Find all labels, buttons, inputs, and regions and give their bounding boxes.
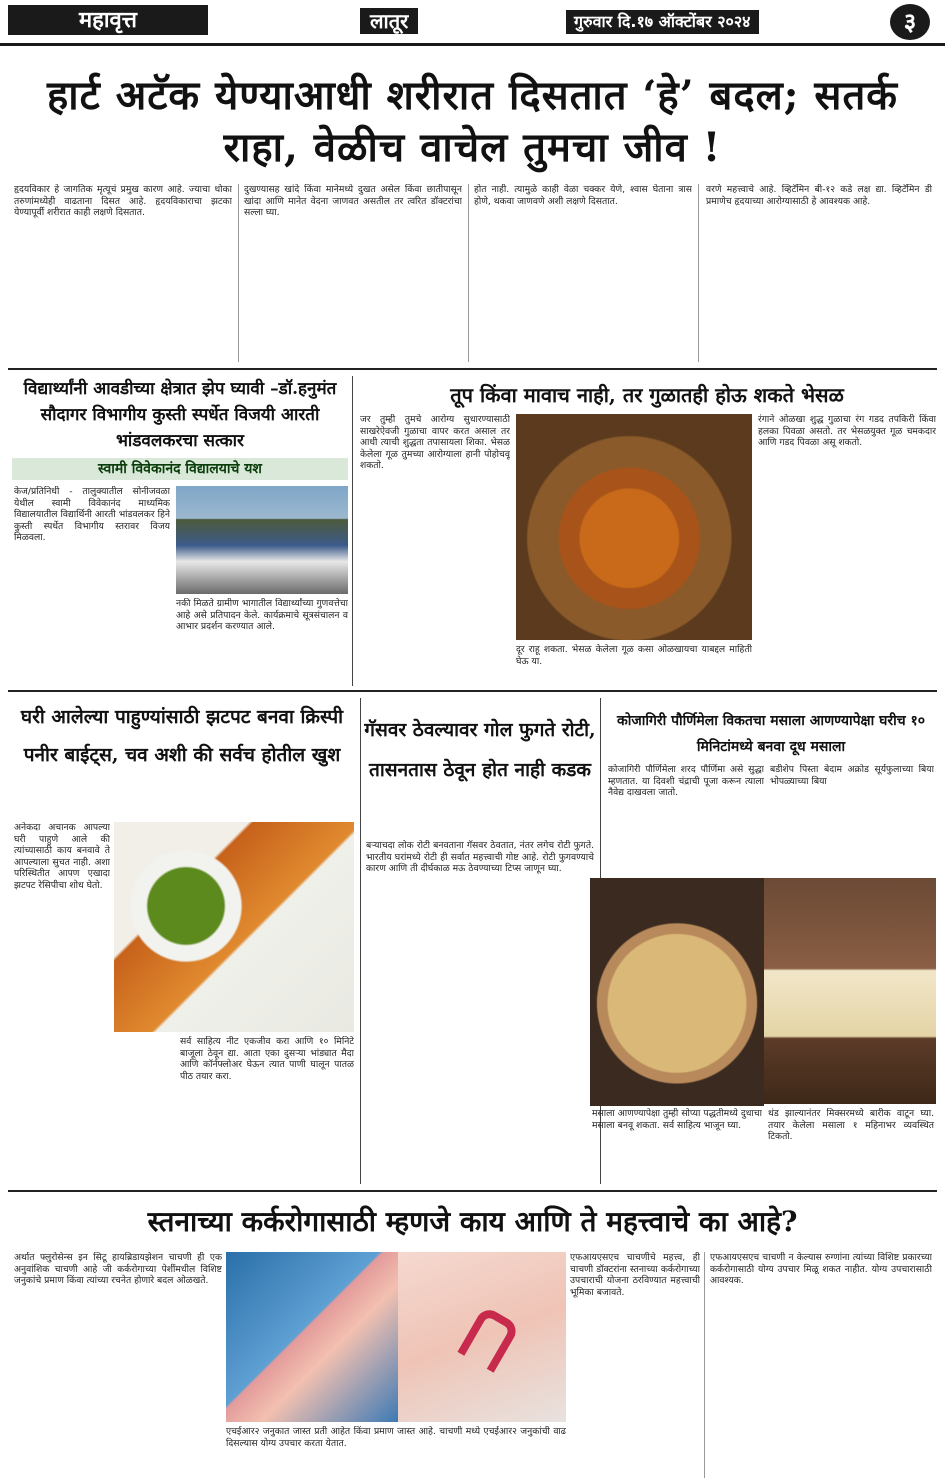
ribbon-icon <box>457 1305 520 1373</box>
column-divider <box>704 1252 705 1478</box>
cancer-text-2: एचईआर२ जनुकात जास्त प्रती आहेत किंवा प्रमाण जास्त आहे. चाचणी मध्ये एचईआर२ जनुकांची वाढ दिसल्यास योग्य उपचार करता येतात. <box>226 1426 566 1449</box>
milk-text-3: मसाला आणण्यापेक्षा तुम्ही सोप्या पद्धतीमध्ये दुधाचा मसाला बनवू शकता. सर्व साहित्य भाजून घ्या. <box>592 1108 762 1131</box>
paneer-photo <box>114 822 354 1032</box>
school-text-2: नकी मिळते ग्रामीण भागातील विद्यार्थ्यांच्या गुणवत्तेचा आहे असे प्रतिपादन केले. कार्यक्रमाचे सूत्रसंचालन व आभार प्रदर्शन करण्यात आले. <box>176 598 348 633</box>
edition-date: गुरुवार दि.१७ ऑक्टोंबर २०२४ <box>566 10 759 34</box>
jaggery-headline: तूप किंवा मावाच नाही, तर गुळातही होऊ शकते भेसळ <box>450 383 844 407</box>
column-divider <box>698 184 699 362</box>
column-divider <box>468 184 469 362</box>
cancer-text-3: एफआयएसएच चाचणीचे महत्त्व, ही चाचणी डॉक्टरांना स्तनाच्या कर्करोगाच्या उपचाराची योजना ठरविण्यात महत्त्वाची भूमिका बजावते. <box>570 1252 700 1298</box>
lead-headline: हार्ट अटॅक येण्याआधी शरीरात दिसतात ‘हे’ बदल; सतर्क राहा, वेळीच वाचेल तुमचा जीव ! <box>47 72 898 171</box>
milk-glass-photo <box>764 878 936 1104</box>
section-rule <box>8 1190 937 1192</box>
edition-city: लातूर <box>360 8 418 34</box>
column-divider <box>238 184 239 362</box>
cancer-text-1: अर्थात फ्लुरोसेन्स इन सिटू हायब्रिडायझेशन चाचणी ही एक अनुवांशिक चाचणी आहे जी कर्करोगाच्या पेशींमधील विशिष्ट जनुकांचे प्रमाण किंवा त्यांच्या रचनेत होणारे बदल ओळखते. <box>14 1252 222 1287</box>
newspaper-brand: महावृत्त <box>8 5 208 35</box>
column-divider <box>360 698 361 1184</box>
roti-headline: गॅसवर ठेवल्यावर गोल फुगते रोटी, तासनतास ठेवून होत नाही कडक <box>364 719 596 781</box>
school-text-1: केज/प्रतिनिधी - तालुक्यातील सोनीजवळा येथील स्वामी विवेकानंद माध्यमिक विद्यालयातील विद्यार्थिनी आरती भांडवलकर हिने कुस्ती स्पर्धेत विभागीय स्तरावर विजय मिळवला. <box>14 486 170 544</box>
cancer-illustration <box>226 1252 398 1422</box>
paneer-text-2: सर्व साहित्य नीट एकजीव करा आणि १० मिनिटे बाजूला ठेवून द्या. आता एका दुसऱ्या भांड्यात मैदा आणि कॉर्नफ्लोअर घेऊन त्यात पाणी घालून पातळ पीठ तयार करा. <box>180 1036 354 1082</box>
section-rule <box>8 368 937 370</box>
students-photo <box>176 486 348 594</box>
school-headline: विद्यार्थ्यांनी आवडीच्या क्षेत्रात झेप घ्यावी –डॉ.हनुमंत सौदागर विभागीय कुस्ती स्पर्धेत विजयी आरती भांडवलकरचा सत्कार <box>23 379 337 451</box>
milk-text-4: थंड झाल्यानंतर मिक्सरमध्ये बारीक वाटून घ्या. तयार केलेला मसाला १ महिनाभर व्यवस्थित टिकतो. <box>768 1108 934 1143</box>
jaggery-text-1: जर तुम्ही तुमचे आरोग्य सुधारण्यासाठी साखरेऐवजी गुळाचा वापर करत असाल तर आधी त्याची शुद्धता तपासायला शिका. भेसळ केलेला गूळ तुमच्या आरोग्याला हानी पोहोचवू शकतो. <box>360 414 510 472</box>
pink-ribbon-photo <box>398 1252 566 1422</box>
paneer-headline: घरी आलेल्या पाहुण्यांसाठी झटपट बनवा क्रिस्पी पनीर बाईट्स, चव अशी की सर्वच होतील खुश <box>20 706 344 766</box>
lead-column-3: होत नाही. त्यामुळे काही वेळा चक्कर येणे, श्वास घेताना त्रास होणे, थकवा जाणवणे अशी लक्षणे दिसतात. <box>474 184 692 207</box>
page-number: ३ <box>890 4 930 40</box>
school-tag: स्वामी विवेकानंद विद्यालयाचे यश <box>12 458 348 480</box>
jaggery-photo <box>516 414 752 640</box>
milk-text-1: कोजागिरी पौर्णिमेला शरद पौर्णिमा असे सुद्धा म्हणतात. या दिवशी चंद्राची पूजा करून त्याला नैवेद्य दाखवला जातो. <box>608 764 764 799</box>
chutney-bowl <box>114 822 354 1032</box>
jaggery-caption: दूर राहू शकता. भेसळ केलेला गूळ कसा ओळखायचा याबद्दल माहिती घेऊ या. <box>516 644 752 667</box>
masthead <box>0 0 945 46</box>
jaggery-text-2: रंगाने ओळखा शुद्ध गुळाचा रंग गडद तपकिरी किंवा हलका पिवळा असतो. तर भेसळयुक्त गूळ चमकदार आणि गडद पिवळा असू शकतो. <box>758 414 936 449</box>
milk-masala-headline: कोजागिरी पौर्णिमेला विकतचा मसाला आणण्यापेक्षा घरीच १० मिनिटांमध्ये बनवा दूध मसाला <box>616 713 926 755</box>
lead-column-4: वरणे महत्त्वाचे आहे. व्हिटॅमिन बी-१२ कडे लक्ष द्या. व्हिटॅमिन डी प्रमाणेच हृदयाच्या आरोग्यासाठी हे आवश्यक आहे. <box>706 184 932 207</box>
roti-text: बऱ्याचदा लोक रोटी बनवताना गॅसवर ठेवतात, नंतर लगेच रोटी फुगते. भारतीय घरांमध्ये रोटी ही सर्वात महत्त्वाची गोष्ट आहे. रोटी फुगवण्याचे कारण आणि ती दीर्घकाळ मऊ ठेवण्याच्या टिप्स जाणून घ्या. <box>366 840 594 875</box>
milk-masala-photo <box>590 878 764 1106</box>
section-rule <box>8 690 937 692</box>
lead-column-2: दुखण्यासह खांदे किंवा मानेमध्ये दुखत असेल किंवा छातीपासून खांदा आणि मानेत वेदना जाणवत असतील तर त्वरित डॉक्टरांचा सल्ला घ्या. <box>244 184 462 219</box>
column-divider <box>352 376 353 686</box>
paneer-text-1: अनेकदा अचानक आपल्या घरी पाहुणे आले की त्यांच्यासाठी काय बनवावे ते आपल्याला सुचत नाही. अशा परिस्थितीत आपण एखादा झटपट रेसिपीचा शोध घेतो. <box>14 822 110 891</box>
milk-text-2: बडीशेप पिस्ता बेदाम अक्रोड सूर्यफुलाच्या बिया भोपळ्याच्या बिया <box>770 764 934 787</box>
cancer-headline: स्तनाच्या कर्करोगासाठी म्हणजे काय आणि ते महत्त्वाचे का आहे? <box>147 1205 798 1238</box>
cancer-text-4: एफआयएसएच चाचणी न केल्यास रुग्णांना त्यांच्या विशिष्ट प्रकारच्या कर्करोगासाठी योग्य उपचार मिळू शकत नाहीत. योग्य उपचारासाठी आवश्यक. <box>710 1252 932 1287</box>
lead-column-1: हृदयविकार हे जागतिक मृत्यूचं प्रमुख कारण आहे. ज्याचा धोका तरुणांमध्येही वाढताना दिसत आहे. हृदयविकाराचा झटका येण्यापूर्वी शरीरात काही लक्षणे दिसतात. <box>14 184 232 219</box>
